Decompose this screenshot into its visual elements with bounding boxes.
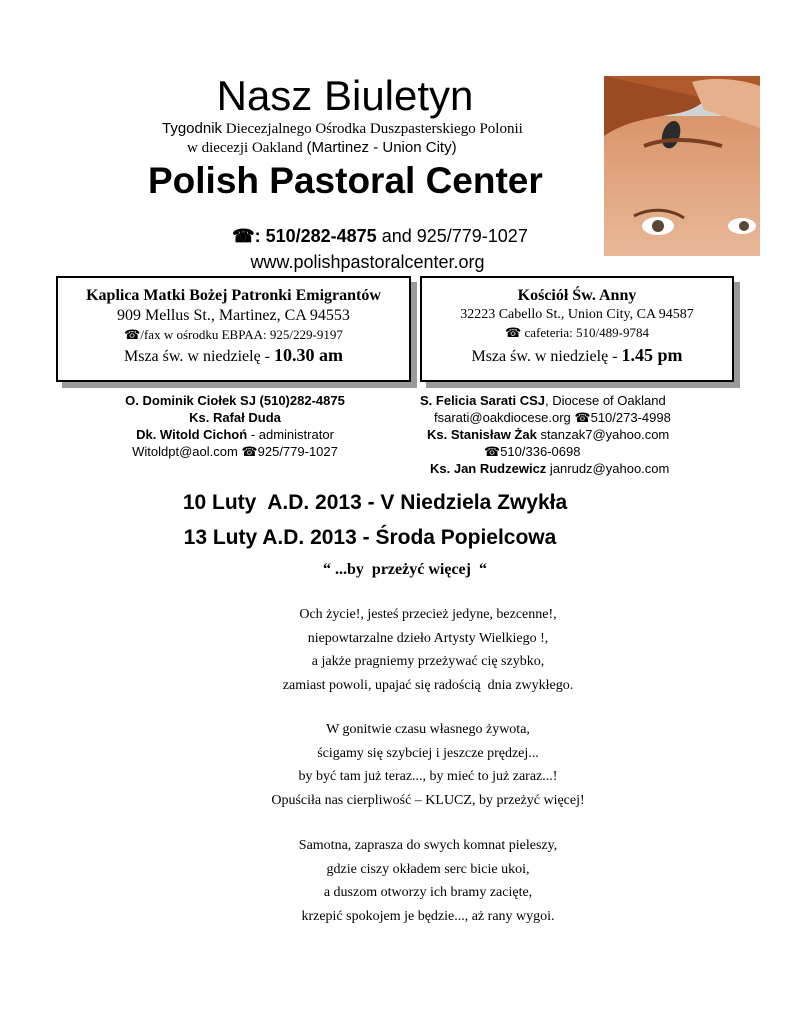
date-ash-wednesday: 13 Luty A.D. 2013 - Środa Popielcowa xyxy=(183,526,557,549)
clergy-right xyxy=(420,392,720,477)
poem-stanza-2 xyxy=(0,718,791,812)
subtitle-tygodnik: Tygodnik xyxy=(162,120,223,137)
church-cafeteria-text: cafeteria: 510/489-9784 xyxy=(521,325,649,340)
chapel-fax xyxy=(58,327,409,343)
clergy-right-line-1 xyxy=(420,392,720,409)
poem-line: krzepić spokojem je będzie..., aż rany wygoi. xyxy=(301,908,555,924)
phone-icon: ☎ xyxy=(484,444,501,459)
mass-label: Msza św. w niedzielę - xyxy=(471,348,622,365)
chapel-mass-time xyxy=(58,345,409,366)
poem-line: W gonitwie czasu własnego żywota, xyxy=(326,722,530,737)
website-link[interactable]: www.polishpastoralcenter.org xyxy=(250,252,485,272)
clergy-left-line-3 xyxy=(110,426,360,443)
main-phone: : 510/282-4875 xyxy=(254,226,377,246)
clergy-name: Dk. Witold Cichoń xyxy=(136,427,248,442)
poem-line: a duszom otworzy ich bramy zacięte, xyxy=(323,885,533,900)
phone-icon: ☎ xyxy=(124,327,141,342)
clergy-email[interactable]: Witoldpt@aol.com xyxy=(132,444,242,459)
clergy-name: Ks. Stanisław Żak xyxy=(427,427,537,442)
second-phone: and 925/779-1027 xyxy=(376,226,528,246)
clergy-role: - administrator xyxy=(247,427,334,442)
clergy-phone: 510/336-0698 xyxy=(500,444,581,459)
poem-line: niepowtarzalne dzieło Artysty Wielkiego !, xyxy=(307,630,549,646)
clergy-left xyxy=(110,392,360,460)
subtitle-line-1 xyxy=(162,120,523,138)
subtitle-diocese: w diecezji Oakland xyxy=(187,140,303,156)
bulletin-title: Nasz Biuletyn xyxy=(216,72,474,119)
clergy-name: Ks. Jan Rudzewicz xyxy=(430,461,547,476)
phone-icon: ☎ xyxy=(574,410,591,425)
church-cafeteria xyxy=(422,325,732,341)
chapel-fax-text: /fax w ośrodku EBPAA: 925/229-9197 xyxy=(140,327,343,342)
clergy-role: , Diocese of Oakland xyxy=(545,393,666,408)
subtitle-cities: (Martinez - Union City) xyxy=(306,139,457,156)
phone-icon: ☎ xyxy=(232,226,255,246)
mass-hour: 10.30 am xyxy=(274,345,344,365)
clergy-email[interactable]: stanzak7@yahoo.com xyxy=(536,427,670,442)
date-sunday: 10 Luty A.D. 2013 - V Niedziela Zwykła xyxy=(182,491,568,514)
phone-icon: ☎ xyxy=(241,444,258,459)
center-name: Polish Pastoral Center xyxy=(148,160,543,201)
clergy-right-line-2 xyxy=(420,409,720,426)
clergy-right-line-3 xyxy=(420,426,720,443)
church-address: 32223 Cabello St., Union City, CA 94587 xyxy=(460,307,694,322)
poem-line: zamiast powoli, upajać się radością dnia zwykłego. xyxy=(282,677,574,693)
poem-title: “ ...by przeżyć więcej “ xyxy=(323,561,487,578)
mass-label: Msza św. w niedzielę - xyxy=(123,348,275,365)
church-mass-time xyxy=(422,345,732,366)
mass-hour: 1.45 pm xyxy=(621,345,683,365)
subtitle-organization: Diecezjalnego Ośrodka Duszpasterskiego Polonii xyxy=(225,121,523,137)
chapel-address: 909 Mellus St., Martinez, CA 94553 xyxy=(117,307,350,324)
clergy-phone: 510/273-4998 xyxy=(590,410,671,425)
ash-cross-photo xyxy=(604,76,760,256)
poem-line: a jakże pragniemy przeżywać cię szybko, xyxy=(311,654,545,669)
poem-line: gdzie ciszy okładem serc bicie ukoi, xyxy=(326,861,530,877)
clergy-right-line-4 xyxy=(420,443,720,460)
phone-icon: ☎ xyxy=(505,325,522,340)
clergy-email[interactable]: fsarati@oakdiocese.org xyxy=(434,410,575,425)
clergy-name: S. Felicia Sarati CSJ xyxy=(420,393,546,408)
clergy-left-line-1: O. Dominik Ciołek SJ (510)282-4875 xyxy=(125,393,345,408)
subtitle-line-2 xyxy=(187,139,457,157)
clergy-phone: 925/779-1027 xyxy=(257,444,338,459)
church-box xyxy=(420,276,734,382)
church-name: Kościół Św. Anny xyxy=(517,287,637,304)
poem-line: Och życie!, jesteś przecież jedyne, bezcenne!, xyxy=(299,607,557,622)
clergy-email[interactable]: janrudz@yahoo.com xyxy=(546,461,670,476)
poem-stanza-1 xyxy=(0,603,791,697)
chapel-box xyxy=(56,276,411,382)
poem-line: ścigamy się szybciej i jeszcze prędzej... xyxy=(317,745,539,761)
clergy-left-line-2: Ks. Rafał Duda xyxy=(189,410,281,425)
chapel-name: Kaplica Matki Bożej Patronki Emigrantów xyxy=(86,287,381,304)
poem-line: Opuściła nas cierpliwość – KLUCZ, by przeżyć więcej! xyxy=(271,792,585,808)
poem-line: Samotna, zaprasza do swych komnat pieleszy, xyxy=(298,838,558,853)
clergy-right-line-5 xyxy=(420,460,720,477)
clergy-left-line-4 xyxy=(110,443,360,460)
poem-line: by być tam już teraz..., by mieć to już zaraz...! xyxy=(298,769,558,784)
poem-stanza-3 xyxy=(0,834,791,928)
